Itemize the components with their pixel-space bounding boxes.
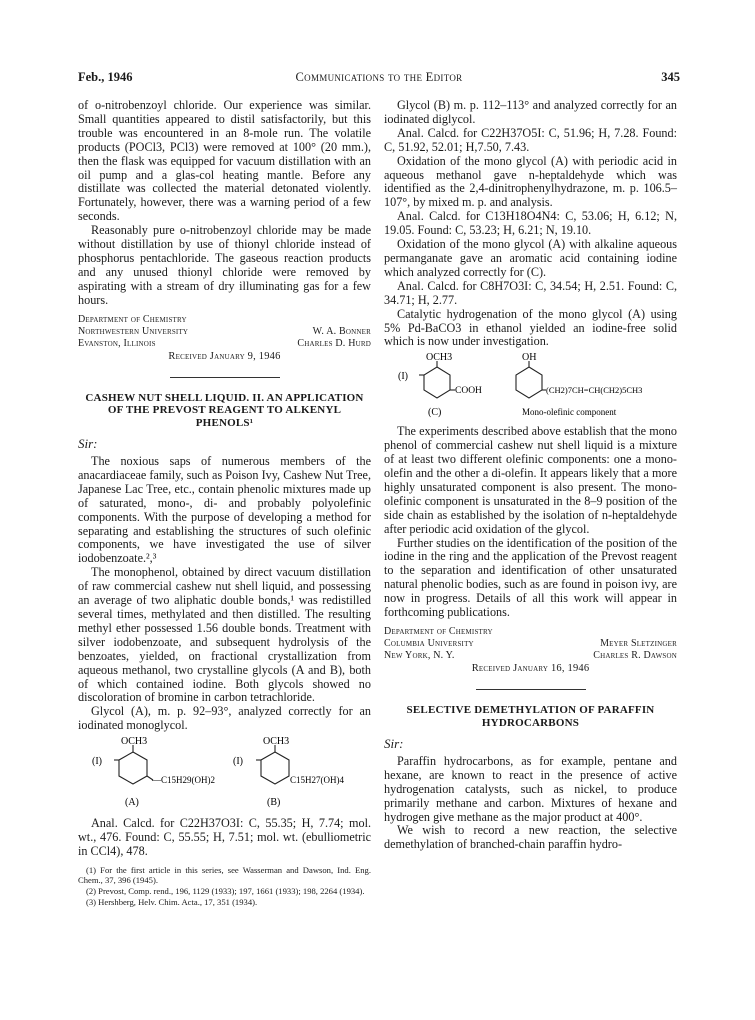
paragraph: of o-nitrobenzoyl chloride. Our experience was similar. Small quantities appeared to distil satisfactorily, but this trouble was encountered in an 8-mole run. The volatile products (POCl3, PCl3) were removed at 100° (20 mm.), then the flask was equipped for vacuum distillation with an oil pump and a glas-col heating mantle. Before any distillate was collected the material detonated violently. Fortunately, however, there was a warning period of a few seconds.: [78, 98, 371, 224]
salutation: Sir:: [78, 436, 98, 452]
paragraph: Oxidation of the mono glycol (A) with alkaline aqueous permanganate gave an aromatic acid containing iodine which analyzed correctly for (C).: [384, 237, 677, 279]
header-running-title: Communications to the Editor: [295, 70, 463, 84]
methoxy-label: OCH3: [263, 737, 290, 748]
iodine-label: (I): [398, 371, 408, 383]
iodine-label: (I): [233, 756, 243, 768]
paragraph: Glycol (B) m. p. 112–113° and analyzed correctly for an iodinated diglycol.: [384, 98, 677, 126]
affiliation-university: Columbia University: [384, 638, 474, 649]
section-divider: [476, 689, 586, 690]
author-name: Meyer Sletzinger: [600, 638, 677, 649]
affiliation-department: Department of Chemistry: [78, 313, 187, 325]
received-date: Received January 16, 1946: [471, 663, 590, 674]
header-page-number: 345: [661, 70, 680, 84]
paragraph: Catalytic hydrogenation of the mono glycol (A) using 5% Pd-BaCO3 in ethanol yielded an iodine-free solid which is now under investigation.: [384, 306, 677, 349]
hydroxyl-label: OH: [522, 353, 537, 364]
footnote: (2) Prevost, Comp. rend., 196, 1129 (1933); 197, 1661 (1933); 198, 2264 (1934).: [86, 886, 365, 897]
iodine-label: (I): [92, 756, 102, 768]
affiliation-university: Northwestern University: [78, 325, 189, 337]
structure-label: Mono-olefinic component: [522, 407, 617, 418]
structure-diagram: [78, 737, 371, 811]
chemical-structures-c: [384, 353, 677, 419]
paragraph: Further studies on the identification of the position of the iodine in the ring and the application of the Prevost reagent to the separation and identification of other unsaturated natural phenolic bodies, such as are found in poison ivy, are now in progress. Details of all this work will appear in forthcoming publications.: [384, 535, 677, 620]
analysis-paragraph: Anal. Calcd. for C13H18O4N4: C, 53.06; H, 6.12; N, 19.05. Found: C, 53.23; H, 6.21; N, 19.10.: [384, 209, 677, 238]
header-date: Feb., 1946: [78, 70, 133, 84]
benzene-ring-d: [516, 361, 546, 398]
benzene-ring-a: [114, 745, 153, 784]
affiliation-city: Evanston, Illinois: [78, 337, 156, 349]
chemical-structures-a-b: [78, 737, 371, 811]
salutation: Sir:: [384, 736, 404, 751]
right-column: [384, 99, 677, 852]
article-title: CASHEW NUT SHELL LIQUID. II. AN APPLICATION OF THE PREVOST REAGENT TO ALKENYL PHENOLS¹: [85, 391, 364, 429]
structure-label: (B): [267, 797, 281, 809]
carboxyl-label: COOH: [455, 386, 482, 397]
side-chain-label: —C15H29(OH)2: [152, 775, 215, 786]
author-name: Charles D. Hurd: [297, 337, 371, 349]
side-chain-label: C15H27(OH)4: [290, 775, 344, 786]
author-name: W. A. Bonner: [312, 325, 371, 337]
analysis-paragraph: Anal. Calcd. for C8H7O3I: C, 34.54; H, 2.51. Found: C, 34.71; H, 2.77.: [384, 278, 677, 307]
side-chain-label: (CH2)7CH=CH(CH2)5CH3: [546, 385, 643, 396]
paragraph: Glycol (A), m. p. 92–93°, analyzed correctly for an iodinated monoglycol.: [78, 704, 371, 733]
affiliation-department: Department of Chemistry: [384, 626, 493, 637]
affiliation-block: [384, 626, 677, 675]
benzene-ring-b: [256, 745, 289, 784]
footnotes: [78, 865, 371, 907]
paragraph: We wish to record a new reaction, the selective demethylation of branched-chain paraffin hydro-: [384, 823, 677, 852]
left-column: [78, 99, 371, 907]
benzene-ring-c: [419, 361, 455, 398]
paragraph: The experiments described above establish that the mono phenol of commercial cashew nut shell liquid is a mixture of at least two different olefinic components: one a mono-olefin and the other a di-olefin. It appears likely that a more highly unsaturated component is also present. The mono-olefinic component is unsaturated in the 8–9 position of the side chain as established by the isolation of n-heptaldehyde after periodic acid oxidation of the glycol.: [384, 424, 677, 536]
methoxy-label: OCH3: [426, 353, 453, 364]
author-name: Charles R. Dawson: [593, 650, 677, 661]
analysis-paragraph: Anal. Calcd. for C22H37O3I: C, 55.35; H, 7.74; mol. wt., 476. Found: C, 55.55; H, 7.51; mol. wt. (ebulliometric in CCl4), 478.: [78, 816, 371, 858]
received-date: Received January 9, 1946: [168, 350, 281, 362]
footnote: (3) Hershberg, Helv. Chim. Acta., 17, 351 (1934).: [86, 896, 258, 907]
page-header: [78, 70, 680, 88]
section-divider: [170, 377, 280, 378]
methoxy-label: OCH3: [121, 737, 148, 748]
article-title: SELECTIVE DEMETHYLATION OF PARAFFIN HYDROCARBONS: [406, 704, 655, 729]
paragraph: Reasonably pure o-nitrobenzoyl chloride may be made without distillation by use of thionyl chloride instead of phosphorus pentachloride. The gaseous reaction products and any unused thionyl chloride were removed by aspirating with a stream of dry illuminating gas for a few hours.: [78, 223, 371, 307]
structure-label: (A): [125, 797, 139, 809]
paragraph: Paraffin hydrocarbons, as for example, pentane and hexane, are known to react in the presence of active hydrogenation catalysts, such as nickel, to produce primarily methane and carbon. Mixtures of hexane and hydrogen give methane as the major product at 400°.: [384, 753, 677, 824]
paragraph: The monophenol, obtained by direct vacuum distillation of raw commercial cashew nut shell liquid, and possessing an average of two aliphatic double bonds,¹ was redistilled several times, methylated and then distilled. The resulting methyl ether possessed 1.56 double bonds. Treatment with silver iodobenzoate, and subsequent hydrolysis of the benzoates, yielded, on fractional crystallization from aqueous methanol, two crystalline glycols (A and B), both of which contained iodine. Both glycols showed no discoloration of bromine in carbon tetrachloride.: [78, 565, 371, 705]
affiliation-city: New York, N. Y.: [384, 650, 455, 661]
structure-diagram: [384, 353, 677, 419]
analysis-paragraph: Anal. Calcd. for C22H37O5I: C, 51.96; H, 7.28. Found: C, 51.92, 52.01; H,7.50, 7.43.: [384, 125, 677, 154]
affiliation-block: [78, 314, 371, 363]
paragraph: The noxious saps of numerous members of the anacardiaceae family, such as Poison Ivy, Cashew Nut Tree, Japanese Lac Tree, etc., contain phenolic mixtures made up of saturated, mono-, di- and probably polyolefinic components. With the purpose of developing a method for separating and establishing the structures of such olefinic components, we have investigated the use of silver iodobenzoate.²,³: [78, 454, 371, 566]
footnote: (1) For the first article in this series, see Wasserman and Dawson, Ind. Eng. Chem., 37, 396 (1945).: [78, 864, 371, 886]
structure-label: (C): [428, 407, 442, 419]
paragraph: Oxidation of the mono glycol (A) with periodic acid in aqueous methanol gave n-heptaldehyde which was identified as the 2,4-dinitrophenylhydrazone, m. p. 106.5–107°, by mixed m. p. and analysis.: [384, 153, 677, 210]
